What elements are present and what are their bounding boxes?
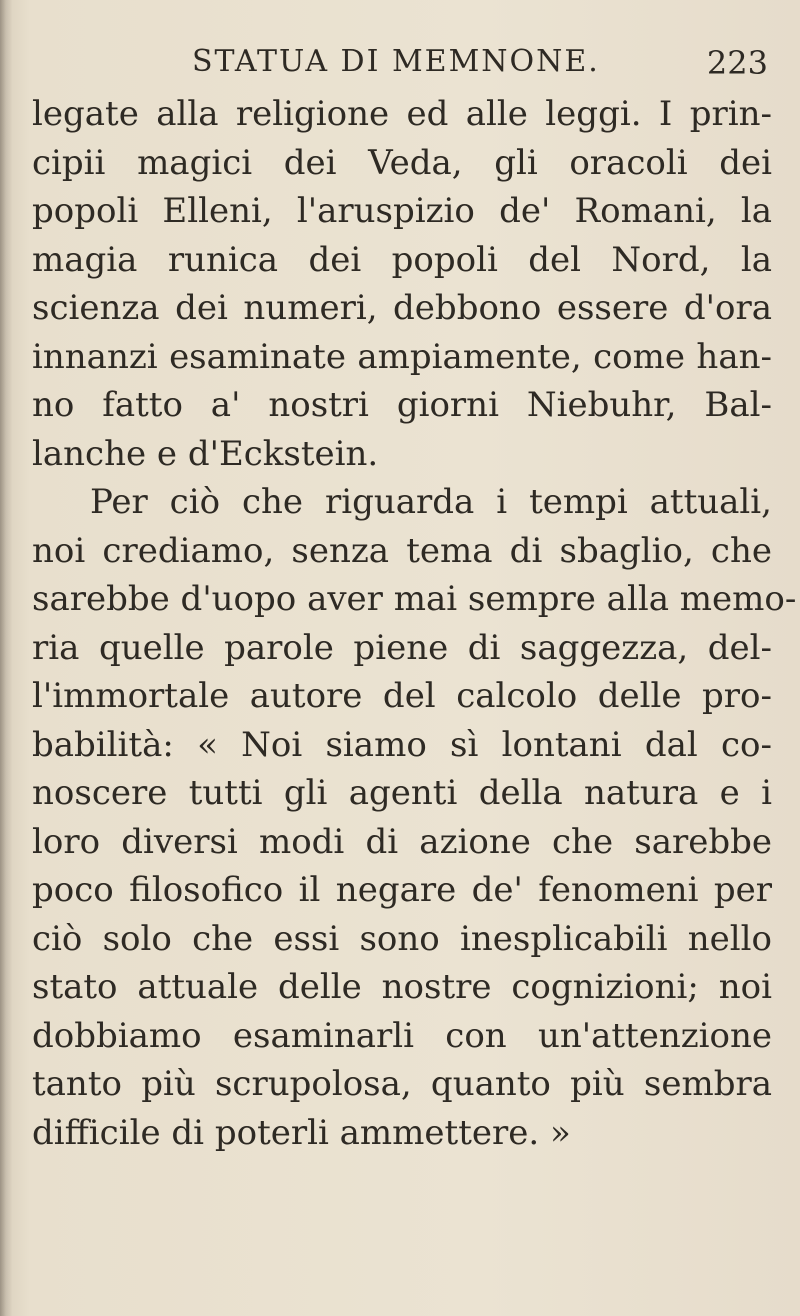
paragraph-start-line: Per ciò che riguarda i tempi attuali, — [90, 482, 772, 522]
text-line: cipii magici dei Veda, gli oracoli dei — [32, 142, 772, 183]
text-line: poco filosofico il negare de' fenomeni per — [32, 870, 772, 910]
paragraph-end-line: lanche e d'Eckstein. — [32, 433, 379, 474]
text-line: noi crediamo, senza tema di sbaglio, che — [32, 530, 772, 571]
text-line: loro diversi modi di azione che sarebbe — [32, 821, 772, 862]
paragraph-end-line: difficile di poterli ammettere. » — [32, 1112, 571, 1153]
running-head — [36, 44, 776, 88]
text-line: sarebbe d'uopo aver mai sempre alla memo- — [32, 579, 797, 619]
text-line: ciò solo che essi sono inesplicabili nello — [32, 918, 772, 959]
text-line: legate alla religione ed alle leggi. I prin- — [32, 94, 772, 134]
text-line: scienza dei numeri, debbono essere d'ora — [32, 288, 772, 328]
text-line: popoli Elleni, l'aruspizio de' Romani, la — [32, 191, 772, 231]
text-line: babilità: « Noi siamo sì lontani dal co- — [32, 724, 772, 765]
text-line: magia runica dei popoli del Nord, la — [32, 239, 772, 280]
page-number: 223 — [706, 44, 768, 82]
text-line: no fatto a' nostri giorni Niebuhr, Bal- — [32, 385, 772, 425]
text-line: noscere tutti gli agenti della natura e i — [32, 773, 772, 813]
text-line: innanzi esaminate ampiamente, come han- — [32, 336, 772, 377]
text-line: l'immortale autore del calcolo delle pro- — [32, 676, 772, 716]
text-line: ria quelle parole piene di saggezza, del- — [32, 627, 772, 668]
text-line: dobbiamo esaminarli con un'attenzione — [32, 1015, 772, 1056]
text-line: tanto più scrupolosa, quanto più sembra — [32, 1064, 772, 1104]
page-binding-edge — [0, 0, 12, 1316]
body-text — [32, 90, 797, 1157]
text-line: stato attuale delle nostre cognizioni; noi — [32, 967, 772, 1007]
running-title: STATUA DI MEMNONE. — [192, 44, 600, 79]
